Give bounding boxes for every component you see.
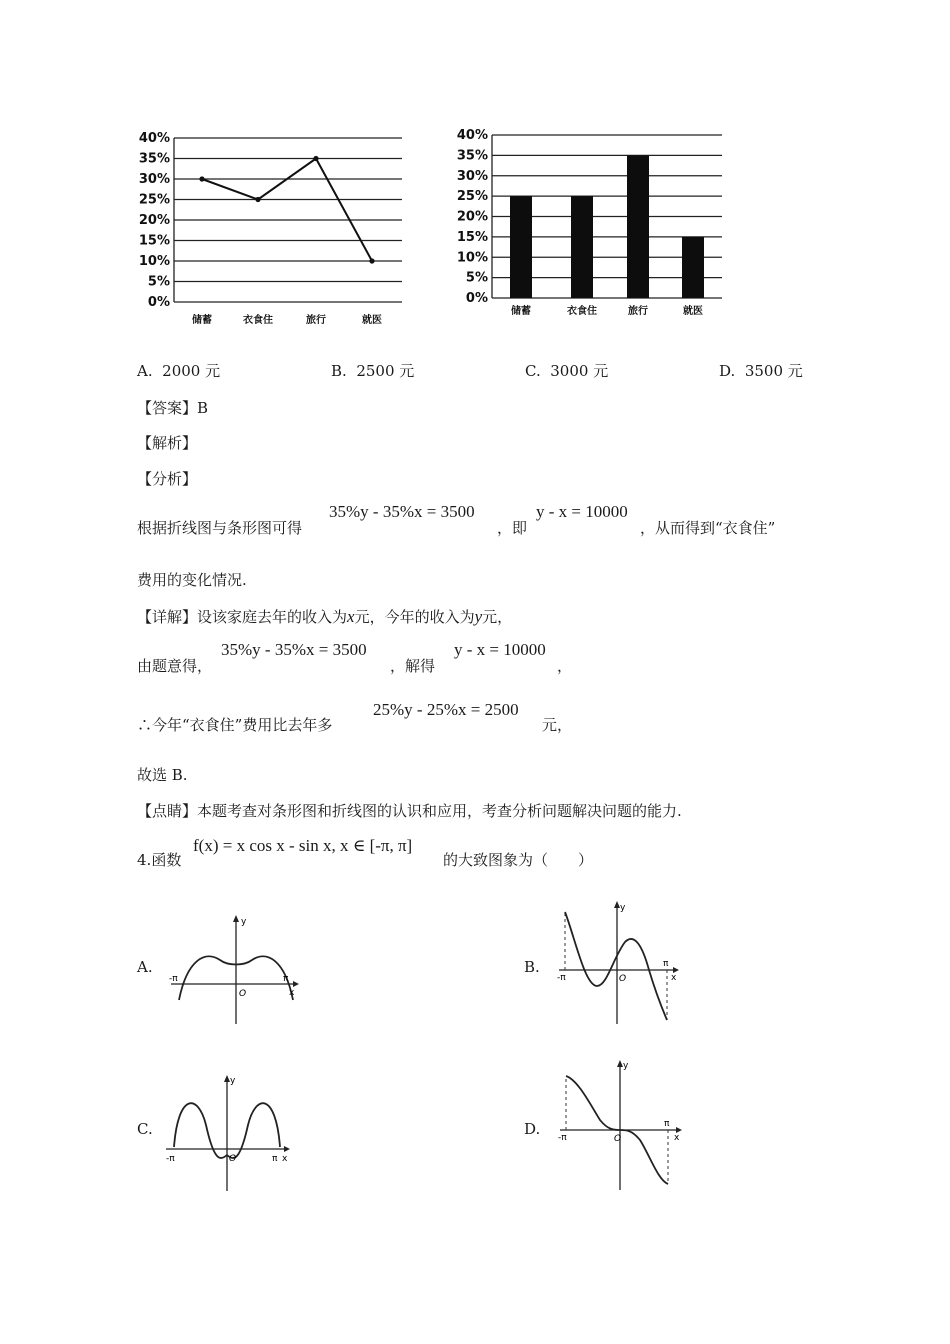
q4-option-a-label: A.	[137, 958, 153, 976]
graph-d-x-label: x	[674, 1133, 680, 1143]
graph-a-y-label: y	[241, 917, 247, 927]
graph-b-origin: O	[619, 974, 627, 984]
graph-a-pi: π	[283, 974, 289, 984]
data-point	[369, 258, 374, 263]
bar	[510, 196, 532, 298]
y-tick-label: 35%	[138, 151, 170, 167]
equation-2: y - x = 10000	[536, 502, 628, 521]
fenxi-text-a: 根据折线图与条形图可得	[137, 519, 303, 537]
line3-text: ∴今年“衣食住”费用比去年多	[137, 716, 333, 734]
graph-d-pi: π	[664, 1119, 670, 1129]
graph-c-neg-pi: -π	[166, 1154, 175, 1164]
option-c: C. 3000 元	[525, 362, 609, 380]
data-point	[255, 197, 260, 202]
y-tick-label: 15%	[456, 229, 488, 245]
q4-option-c-label: C.	[137, 1120, 153, 1138]
bar	[682, 237, 704, 298]
line2-text-c: ，	[557, 657, 573, 675]
fenxi-text-c: ，从而得到“衣食住”	[640, 519, 776, 537]
graph-a-neg-pi: -π	[169, 974, 178, 984]
graph-c-y-label: y	[230, 1076, 236, 1086]
line2-text-a: 由题意得，	[137, 657, 213, 675]
graph-d-neg-pi: -π	[558, 1133, 567, 1143]
line-chart	[130, 125, 420, 335]
y-tick-label: 0%	[147, 295, 170, 310]
q4-option-d-label: D.	[524, 1120, 541, 1138]
q4-stem-b: 的大致图象为（ ）	[443, 851, 594, 869]
data-point	[199, 176, 204, 181]
conclusion: 故选 B.	[137, 766, 188, 784]
y-tick-label: 40%	[138, 131, 170, 146]
comment-line: 【点睛】本题考查对条形图和折线图的认识和应用，考查分析问题解决问题的能力.	[137, 802, 682, 820]
graph-option-c	[162, 1073, 297, 1193]
y-tick-label: 5%	[147, 274, 170, 290]
graph-d-origin: O	[614, 1134, 622, 1144]
x-category-label: 旅行	[628, 306, 648, 317]
option-b: B. 2500 元	[331, 362, 415, 380]
equation-3: 25%y - 25%x = 2500	[373, 700, 519, 719]
y-tick-label: 25%	[456, 189, 488, 205]
graph-b-y-label: y	[620, 903, 626, 913]
bar	[571, 196, 593, 298]
graph-a-x-label: x	[289, 988, 295, 998]
fenxi-text-b: ，即	[497, 519, 528, 537]
y-tick-label: 5%	[465, 270, 488, 286]
x-category-label: 储蓄	[192, 315, 212, 326]
line2-text-b: ，解得	[390, 657, 436, 675]
q4-option-b-label: B.	[524, 958, 540, 976]
x-category-label: 就医	[362, 315, 382, 326]
graph-option-a	[165, 912, 305, 1027]
therefore-symbol: ∴	[137, 716, 153, 734]
graph-option-b	[555, 898, 685, 1028]
series-line	[202, 159, 372, 262]
option-a: A. 2000 元	[137, 362, 221, 380]
x-category-label: 衣食住	[243, 315, 273, 326]
option-d: D. 3500 元	[719, 362, 803, 380]
graph-c-pi: π	[272, 1154, 278, 1164]
y-tick-label: 20%	[456, 209, 488, 225]
graph-c-origin: O	[229, 1154, 237, 1164]
equation-1-repeat: 35%y - 35%x = 3500	[221, 640, 367, 659]
answer-line: 【答案】B	[137, 399, 209, 417]
equation-2-repeat: y - x = 10000	[454, 640, 546, 659]
bar	[627, 155, 649, 298]
y-tick-label: 30%	[456, 168, 488, 184]
y-tick-label: 30%	[138, 172, 170, 187]
bar-chart	[450, 122, 735, 334]
x-category-label: 储蓄	[511, 306, 531, 317]
x-category-label: 就医	[683, 306, 703, 317]
y-tick-label: 0%	[465, 291, 488, 306]
data-point	[313, 156, 318, 161]
analysis-tag: 【解析】	[137, 434, 198, 452]
graph-b-x-label: x	[671, 973, 677, 983]
graph-b-pi: π	[663, 959, 669, 969]
y-tick-label: 20%	[138, 213, 170, 228]
y-tick-label: 10%	[138, 254, 170, 269]
fenxi-text-d: 费用的变化情况.	[137, 571, 247, 589]
graph-d-y-label: y	[623, 1061, 629, 1071]
graph-b-neg-pi: -π	[557, 973, 566, 983]
x-category-label: 旅行	[306, 315, 326, 326]
graph-option-d	[556, 1058, 691, 1193]
detail-line: 【详解】设该家庭去年的收入为x元，今年的收入为y元，	[137, 607, 513, 626]
equation-1: 35%y - 35%x = 3500	[329, 502, 475, 521]
graph-a-origin: O	[239, 989, 247, 999]
q4-formula: f(x) = x cos x - sin x, x ∈ [-π, π]	[193, 836, 413, 855]
line3-text-b: 元，	[542, 716, 573, 734]
y-tick-label: 40%	[456, 128, 488, 143]
q4-stem-a: 4.函数	[137, 851, 182, 869]
y-tick-label: 15%	[138, 233, 170, 249]
graph-c-x-label: x	[282, 1154, 288, 1164]
fenxi-tag: 【分析】	[137, 470, 198, 488]
x-category-label: 衣食住	[567, 306, 597, 317]
y-tick-label: 35%	[456, 148, 488, 164]
y-tick-label: 25%	[138, 192, 170, 208]
y-tick-label: 10%	[456, 250, 488, 266]
